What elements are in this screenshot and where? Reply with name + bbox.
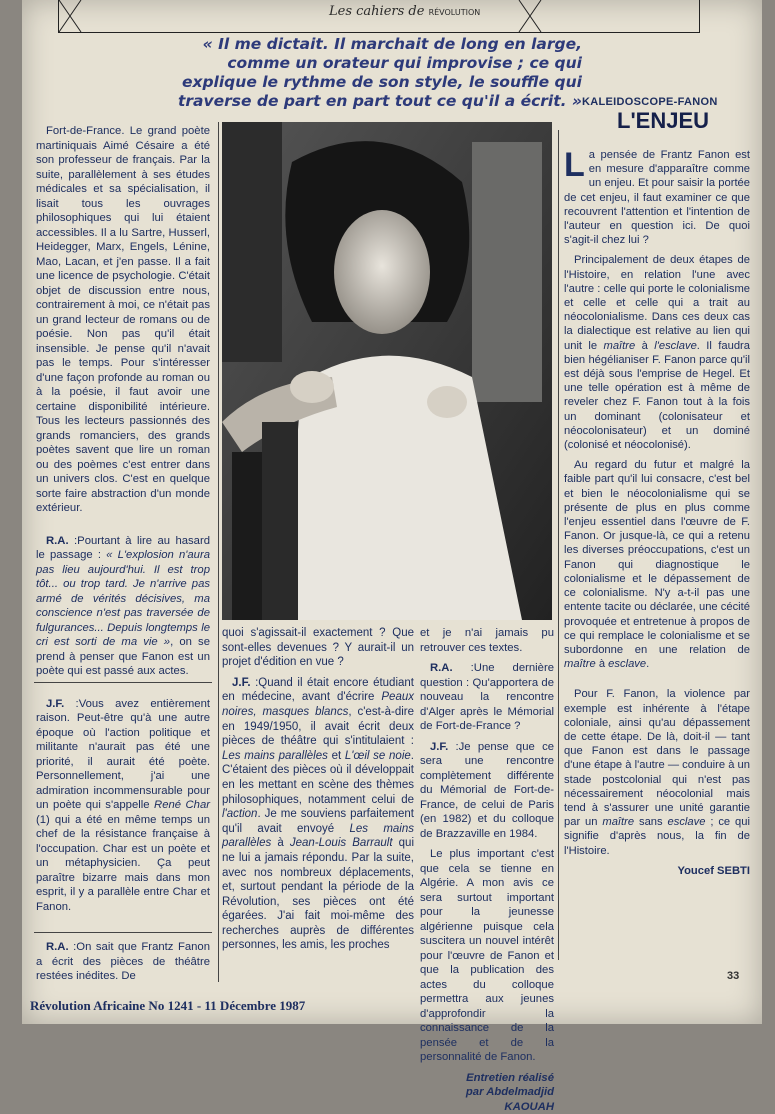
article-title: L'ENJEU	[617, 108, 709, 134]
question-continuation: quoi s'agissait-il exactement ? Que sont-elles devenues ? Y aurait-il un projet d'édition en vue ?	[222, 626, 414, 670]
text-run: Pour F. Fanon, la violence par exemple est inhérente à l'étape coloniale, ainsi qu'au dépassement de cette étape. De là, doit-il — tant que Fanon est dans le passage d'une étape à l'autre — conduire à un stade postcolonial qui n'est pas nécessairement néocolonial mais tend à s'assurer une unité garantie par un	[564, 688, 750, 828]
middle-column	[222, 626, 414, 986]
newspaper-page	[22, 0, 762, 1024]
emphasis-run: maître	[602, 816, 634, 828]
answer-paragraph	[420, 740, 554, 842]
text-run: . C'étaient des pièces où il développait en les mettant en scène des thèmes philosophiques, notamment celui de	[222, 750, 414, 806]
intro-paragraph: Fort-de-France. Le grand poète martiniquais Aimé Césaire a été son professeur de français. Par la suite, parallèlement à ses études médicales et sa spécialisation, il lisait tous les ouvrages philosophiques qui lui étaient accessibles. Il a lu Sartre, Husserl, Heidegger, Marx, Engels, Lénine, Mao, Lacan, et j'en passe. Il a fait une licence de psychologie. C'était objet de discussion entre nous, contrairement à moi, ce n'était pas un grand lecteur de romans ou de poésie. Non pas qu'il était insensible. Je pense qu'il n'avait pas le temps. Pour s'intéresser d'une façon profonde au roman ou à la poésie, il faut avoir une certaine disponibilité intérieure. Tous les lecteurs passionnés des grands romanciers, des grands poètes savent que lire un roman ou des poèmes c'est entrer dans un univers clos. C'est en quelque sorte faire abstraction d'un monde extérieur.	[36, 124, 210, 516]
text-run: Principalement de deux étapes de l'Histoire, en relation l'une avec l'autre : celle qui porte le colonialisme et celle et celle qui a trait au néocolonialisme. Dans ces deux cas la dialectique est relative au lien qui unit le	[564, 254, 750, 351]
emphasis-run: maître	[604, 340, 636, 352]
body-paragraph	[564, 458, 750, 671]
text-run: . Il faudra bien hégélianiser F. Fanon parce qu'il est déjà sous l'emprise de Hegel. Et une telle opération est à même de reveler chez F. Fanon tout à la fois un dominant (colonisateur et néocolonisateur) et un dominé (colonisé et néocolonisé).	[564, 340, 750, 451]
emphasis-run: l'esclave	[654, 340, 697, 352]
header-title: Les cahiers de RÉVOLUTION	[329, 4, 480, 19]
text-run: :Une dernière question : Qu'apportera de nouveau la rencontre d'Alger après le Mémorial de Fort-de-France ?	[420, 662, 554, 732]
question-paragraph	[36, 534, 210, 679]
emphasis-run: l'action	[222, 808, 257, 820]
emphasis-run: esclave	[668, 816, 706, 828]
text-run: qui ne lui a jamais répondu. Par la suite, avec nos nombreux déplacements, et, surtout pendant la période de la Révolution, ses pièces ont été égarées. J'ai fait moi-même des recherches auprès de différentes personnes, les amis, les proches	[222, 837, 414, 951]
text-run: et	[328, 750, 345, 762]
text-run: , on se prend à penser que Fanon est un poète qui est passé aux actes.	[36, 636, 210, 677]
text-run: , c'est-à-dire en 1949/1950, il avait écrit deux pièces de théâtre qui s'intitulaient :	[222, 706, 414, 747]
revolution-logo: RÉVOLUTION	[429, 8, 481, 17]
body-paragraph	[564, 253, 750, 452]
column-rule	[218, 122, 219, 982]
text-run: .	[646, 658, 649, 670]
drop-cap: L	[564, 150, 585, 180]
text-run: (1) qui a été en même temps un chef de la résistance française à l'occupation. Char est un poète et un métaphysicien. Ça peut paraître bizarre mais dans mon esprit, il y a parallèle entre Char et Fanon.	[36, 814, 210, 913]
text-run: . Je me souviens parfaitement qu'il avait envoyé	[222, 808, 414, 835]
speaker-initials: R.A.	[46, 941, 69, 953]
lead-paragraph	[564, 148, 750, 247]
interview-credit	[420, 1071, 554, 1114]
text-run: Au regard du futur et malgré la faible part qu'il lui consacre, c'est bel et bien le néocolonialisme qui se présente de plus en plus comme l'enjeu essentiel dans l'œuvre de F. Fanon. Or jusque-là, ce qui a retenu les diverses préoccupations, c'est un Fanon qui diagnostique le colonialisme et le dépassement de ce colonialisme. N'y a-t-il pas une entente tacite ou déclarée, une cécité provoquée et entretenue à propos de ce qui remplace le colonialisme et se subordonne en une relation de	[564, 459, 750, 656]
answer-paragraph: Le plus important c'est que cela se tienne en Algérie. A mon avis ce sera surtout important pour la jeunesse algérienne puisque cela suscitera un nouvel intérêt pour l'œuvre de Fanon et que la publication des actes du colloque permettra aux jeunes d'approfondir la connaissance de la pensée et de la personnalité de Fanon.	[420, 847, 554, 1065]
section-kicker: KALEIDOSCOPE-FANON	[582, 96, 718, 108]
play-title: L'œil se noie	[345, 750, 411, 762]
right-column	[564, 148, 750, 978]
answer-paragraph	[36, 697, 210, 915]
author-signature: Youcef SEBTI	[564, 864, 750, 878]
center-column	[420, 626, 554, 986]
speaker-initials: R.A.	[46, 535, 69, 547]
emphasis-run: esclave	[608, 658, 646, 670]
name-run: René Char	[154, 799, 210, 811]
credit-author: par Abdelmadjid KAOUAH	[420, 1085, 554, 1114]
text-run: a pensée de Frantz Fanon est en mesure d'apparaître comme un enjeu. Et pour saisir la portée de cet enjeu, il faut examiner ce que recouvrent l'attention et l'intention de l'auteur en question ici. De quoi s'agit-il chez lui ?	[564, 149, 750, 246]
text-run: ; ce qui signifie d'après nous, la fin de l'Histoire.	[564, 816, 750, 856]
question-paragraph	[420, 661, 554, 734]
text-run: :Vous avez entièrement raison. Peut-être qu'à une autre époque où l'action politique et militante n'aurait pas été une priorité, il aurait été poète. Personnellement, j'ai une admiration incommensurable pour un poète qui s'appelle	[36, 698, 210, 812]
answer-continuation: et je n'ai jamais pu retrouver ces textes.	[420, 626, 554, 655]
speaker-initials: J.F.	[232, 677, 251, 689]
speaker-initials: J.F.	[430, 741, 448, 753]
text-run: à	[635, 340, 654, 352]
quoted-passage: « L'explosion n'aura pas lieu aujourd'hui. Il est trop tôt... ou trop tard. Je n'arrive pas armé de vérités décisives, ma conscience n'est pas traversée de fulgurances... Depuis longtemps le cri est sorti de ma vie »	[36, 549, 210, 648]
text-run: :Je pense que ce sera une rencontre complètement différente du Mémorial de Fort-de-France, de celui de Paris (en 1982) et du colloque de Brazzaville en 1984.	[420, 741, 554, 840]
book-title: Peaux noires, masques blancs	[222, 691, 414, 718]
publication-footer: Révolution Africaine No 1241 - 11 Décembre 1987	[30, 998, 305, 1014]
body-paragraph	[564, 687, 750, 857]
question-paragraph	[36, 940, 210, 984]
page-number: 33	[727, 970, 739, 982]
text-run: :On sait que Frantz Fanon a écrit des pièces de théâtre restées inédites. De	[36, 941, 210, 982]
speaker-initials: J.F.	[46, 698, 64, 710]
play-title: Les mains parallèles	[222, 750, 328, 762]
text-run: :Quand il était encore étudiant en médecine, avant d'écrire	[222, 677, 414, 704]
emphasis-run: maître	[564, 658, 596, 670]
speaker-initials: R.A.	[430, 662, 453, 674]
left-column	[36, 124, 210, 994]
credit-line: Entretien réalisé	[420, 1071, 554, 1086]
text-run: sans	[634, 816, 667, 828]
portrait-photo	[222, 122, 552, 620]
play-title: Les mains parallèles	[222, 823, 414, 850]
photo-graphic	[222, 122, 552, 620]
pull-quote: « Il me dictait. Il marchait de long en large, comme un orateur qui improvise ; ce qui explique le rythme de son style, le souffle qui traverse de part en part tout ce qu'il a écrit. »	[172, 35, 582, 111]
text-run: à	[271, 837, 290, 849]
column-rule	[558, 130, 559, 960]
name-run: Jean-Louis Barrault	[290, 837, 393, 849]
text-run: à	[596, 658, 608, 670]
text-run: :Pourtant à lire au hasard le passage :	[36, 535, 210, 562]
answer-paragraph	[222, 676, 414, 953]
header-band	[58, 0, 700, 33]
header-left-cross	[59, 0, 81, 32]
header-right-cross	[519, 0, 541, 32]
